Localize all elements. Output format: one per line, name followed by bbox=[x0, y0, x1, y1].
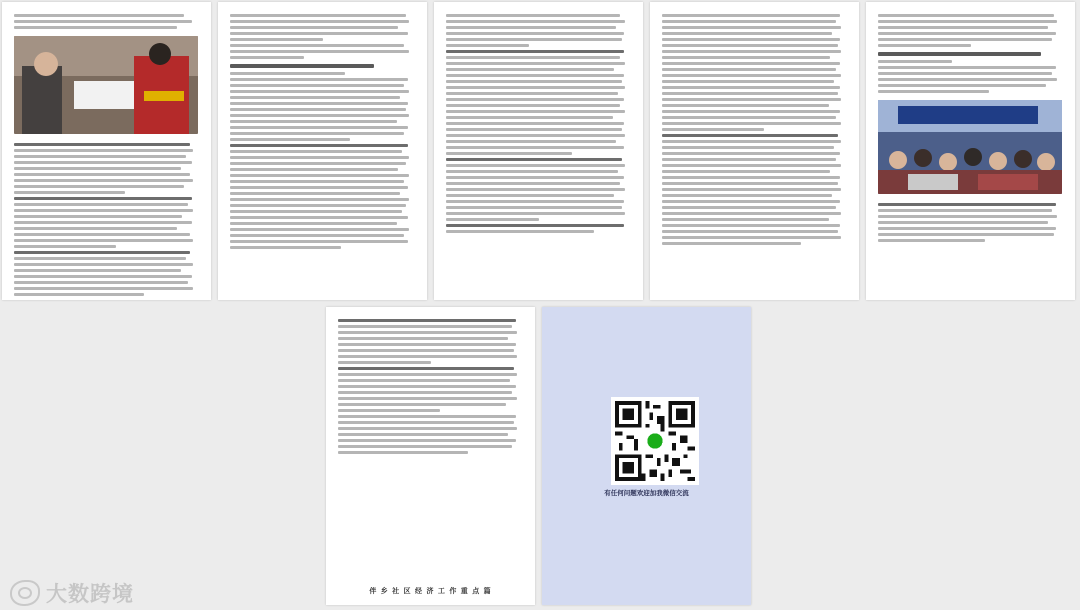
document-photo-community-event bbox=[878, 100, 1062, 194]
document-page-6[interactable] bbox=[326, 307, 535, 605]
document-page-7-back-cover[interactable] bbox=[542, 307, 751, 605]
document-page-2[interactable] bbox=[218, 2, 427, 300]
qr-code-icon[interactable] bbox=[611, 397, 699, 485]
document-page-4[interactable] bbox=[650, 2, 859, 300]
qr-caption: 有任何问题欢迎加我微信交流 bbox=[604, 489, 689, 497]
document-page-5[interactable] bbox=[866, 2, 1075, 300]
document-photo-elderly bbox=[14, 36, 198, 134]
document-page-3[interactable] bbox=[434, 2, 643, 300]
watermark-brand-text: 大数跨境 bbox=[46, 582, 134, 606]
document-footer-text: 伴 乡 社 区 经 济 工 作 重 点 篇 bbox=[369, 587, 492, 595]
watermark-logo bbox=[10, 578, 134, 608]
brand-logo-icon bbox=[10, 580, 40, 606]
document-page-1[interactable] bbox=[2, 2, 211, 300]
